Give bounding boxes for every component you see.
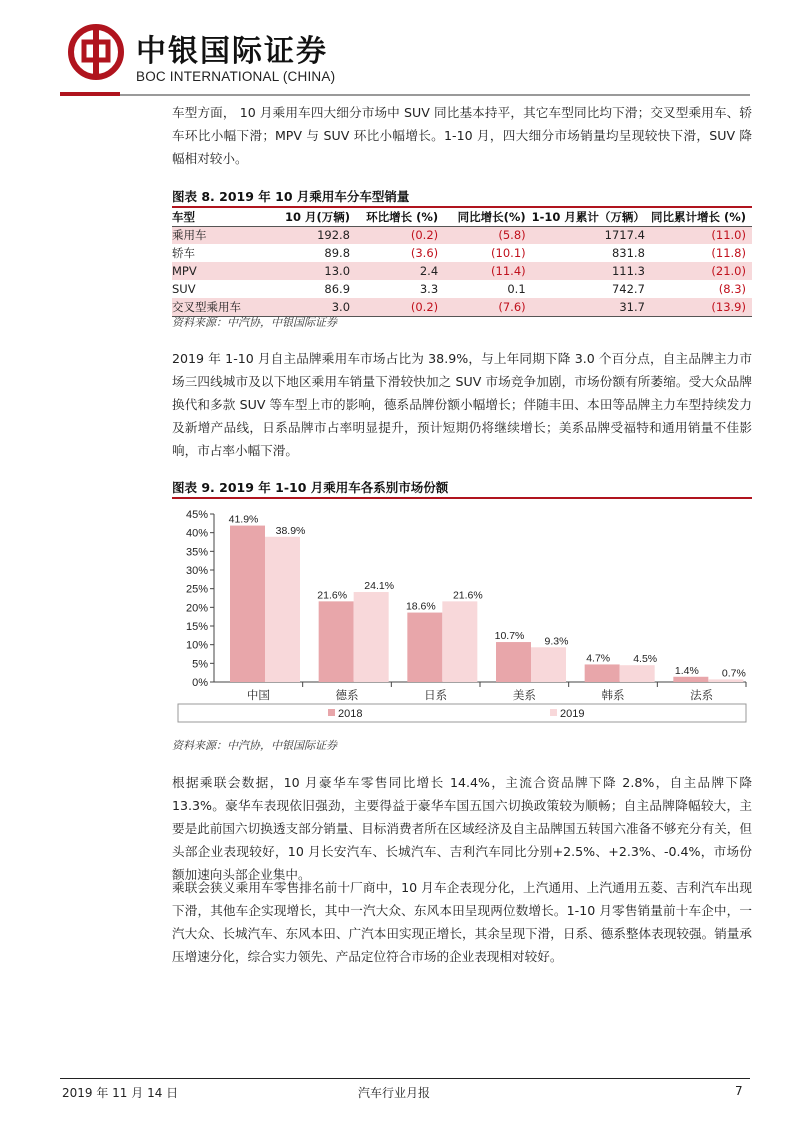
x-category-label: 日系 [424,688,448,702]
bar-2019 [708,679,743,682]
brand-name-en: BOC INTERNATIONAL (CHINA) [136,69,336,84]
data-label: 4.5% [633,653,658,666]
table-cell: (7.6) [444,298,532,316]
footer-date: 2019 年 11 月 14 日 [62,1086,179,1100]
legend-label: 2019 [560,708,585,720]
data-label: 18.6% [405,600,436,613]
data-label: 9.3% [544,635,569,648]
bar-2019 [620,665,655,682]
table-cell: MPV [172,262,285,280]
x-category-label: 德系 [335,688,359,702]
legend-swatch-2019 [550,709,557,716]
chart-source-note: 资料来源：中汽协，中银国际证券 [172,739,337,752]
data-label: 4.7% [586,652,611,665]
table-header-cell: 环比增长 (%) [356,208,444,226]
table-cell: (11.0) [651,226,752,244]
footer-report-title: 汽车行业月报 [358,1086,431,1100]
legend-swatch-2018 [328,709,335,716]
table-cell: 192.8 [285,226,356,244]
data-label: 1.4% [674,664,699,677]
y-tick-label: 25% [185,583,208,596]
boc-logo-icon [68,24,124,80]
table-cell: 1717.4 [532,226,651,244]
legend-label: 2018 [338,708,363,720]
table-cell: 111.3 [532,262,651,280]
y-tick-label: 15% [185,621,208,633]
table-cell: 0.1 [507,282,526,296]
table-header-cell: 10 月(万辆) [285,208,356,226]
table-cell: 742.7 [611,282,645,296]
x-category-label: 法系 [690,688,714,702]
sales-by-model-table [172,208,752,317]
table-cell: (11.8) [711,246,746,260]
table-header-cell: 1-10 月累计（万辆） [532,208,651,226]
data-label: 21.6% [317,589,348,602]
table-cell: (8.3) [718,282,746,296]
table-cell: 3.0 [285,298,356,316]
table-row [172,262,752,280]
data-label: 21.6% [452,589,483,602]
table-cell: 31.7 [532,298,651,316]
table-cell: (0.2) [356,298,444,316]
data-label: 0.7% [721,667,746,680]
x-category-label: 美系 [512,688,536,702]
table-header-row [172,208,752,226]
table-cell: SUV [172,282,196,296]
y-tick-label: 10% [185,639,208,652]
table-cell: 831.8 [611,246,645,260]
table-cell: (11.4) [444,262,532,280]
table-row [172,226,752,244]
bar-2018 [673,677,708,682]
table-cell: (5.8) [444,226,532,244]
table-cell: 交叉型乘用车 [172,298,285,316]
table-cell: (0.2) [356,226,444,244]
bar-2018 [585,664,620,682]
x-category-label: 韩系 [601,688,625,702]
bar-2019 [265,537,300,682]
data-label: 10.7% [494,630,525,643]
page-header [60,22,750,98]
paragraph-brand-share: 2019 年 1-10 月自主品牌乘用车市场占比为 38.9%，与上年同期下降 3.0 个百分点，自主品牌主力市场三四线城市及以下地区乘用车销量下滑较快加之 SUV 市场竞争加剧，市场份额有所萎缩。受大众品牌换代和多款 SUV 等车型上市的影响，德系品牌份额小幅增长；伴随丰田、本田等品牌主力车型持续发力及新增产品线，日系品牌市占率明显提升，预计短期仍将继续增长；美系品牌受福特和通用销量不佳影响，市占率小幅下滑。 [172,351,752,458]
bar-2019 [354,592,389,682]
table-row [172,244,752,262]
header-rule-accent [60,92,120,96]
paragraph-retail-sales: 根据乘联会数据，10 月豪华车零售同比增长 14.4%，主流合资品牌下降 2.8%，自主品牌下降 13.3%。豪华车表现依旧强劲，主要得益于豪华车国五国六切换政策较为顺畅；自主品牌降幅较大，主要是此前国六切换透支部分销量、目标消费者所在区域经济及自主品牌国五转国六准备不够充分有关，但头部企业表现较好，10 月长安汽车、长城汽车、吉利汽车同比分别+2.5%、+2.3%、-0.4%，市场份额加速向头部企业集中。 [172,775,752,882]
header-rule [60,92,750,97]
table-row [172,280,752,298]
table-header-cell: 同比累计增长 (%) [651,208,752,226]
header-rule-line [120,94,750,96]
table-header-cell: 同比增长(%) [444,208,532,226]
table-cell: 乘用车 [172,226,285,244]
data-label: 41.9% [228,513,259,526]
y-tick-label: 30% [185,565,208,577]
y-tick-label: 5% [192,658,208,671]
footer-page-number: 7 [735,1084,743,1098]
table-cell: (10.1) [491,246,526,260]
table-header-cell: 车型 [172,208,285,226]
y-tick-label: 40% [185,527,208,540]
table-cell: 13.0 [285,262,356,280]
paragraph-vehicle-types: 车型方面， 10 月乘用车四大细分市场中 SUV 同比基本持平，其它车型同比均下滑；交叉型乘用车、轿车环比小幅下滑；MPV 与 SUV 环比小幅增长。1-10 月，四大细分市场销量均呈现较快下滑，SUV 降幅相对较小。 [172,105,752,166]
table-cell: (13.9) [651,298,752,316]
market-share-bar-chart [172,500,752,730]
table-cell: (21.0) [651,262,752,280]
x-category-label: 中国 [246,688,270,702]
chart-figure-title: 图表 9. 2019 年 1-10 月乘用车各系别市场份额 [172,480,449,495]
legend-box [178,704,746,722]
table-cell: 89.8 [324,246,351,260]
data-label: 24.1% [364,580,395,593]
table-source-note: 资料来源：中汽协，中银国际证券 [172,316,337,329]
chart-title-rule [172,497,752,499]
table-cell: 3.3 [419,282,439,296]
bar-2018 [496,642,531,682]
bar-2019 [442,601,477,682]
bar-2018 [407,613,442,682]
y-tick-label: 0% [192,677,208,689]
footer-rule [60,1078,750,1079]
bar-2018 [230,526,265,682]
y-tick-label: 35% [185,546,208,559]
data-label: 38.9% [275,524,306,537]
paragraph-top-automakers: 乘联会狭义乘用车零售排名前十厂商中，10 月车企表现分化，上汽通用、上汽通用五菱、吉利汽车出现下滑，其他车企实现增长，其中一汽大众、东风本田呈现两位数增长。1-10 月零售销量前十车企中，一汽大众、长城汽车、东风本田、广汽本田实现正增长，其余呈现下滑，日系、德系整体表现较强。销量承压增速分化，综合实力领先、产品定位符合市场的企业表现相对较好。 [172,880,752,964]
table-cell: 2.4 [356,262,444,280]
brand-name-cn: 中银国际证券 [136,34,328,69]
y-tick-label: 20% [185,602,208,615]
table-cell: 86.9 [324,282,351,296]
table-cell: (3.6) [410,246,439,260]
bar-2018 [319,601,354,682]
table-cell: 轿车 [172,246,195,260]
bar-2019 [531,647,566,682]
table-figure-title: 图表 8. 2019 年 10 月乘用车分车型销量 [172,189,410,204]
y-tick-label: 45% [185,509,208,521]
